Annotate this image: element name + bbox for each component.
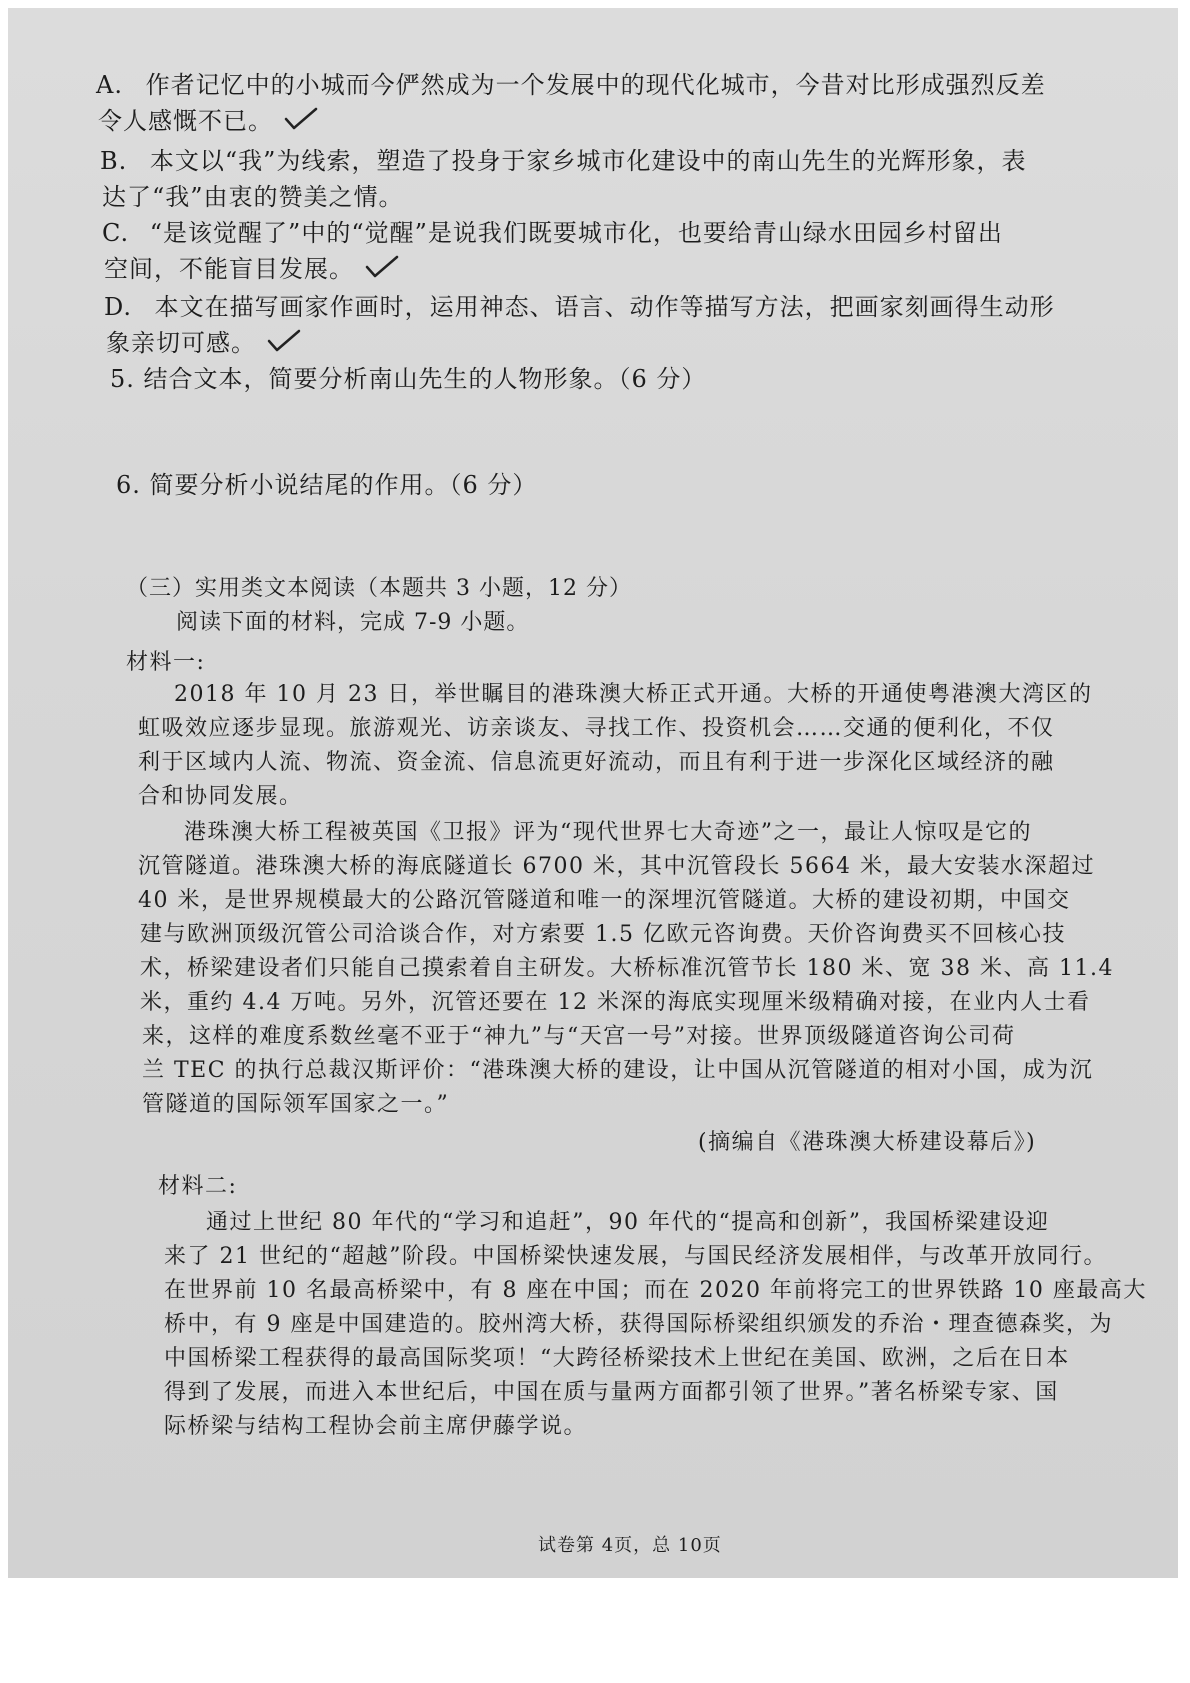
material-2-line: 际桥梁与结构工程协会前主席伊藤学说。 [164, 1414, 588, 1439]
question-5: 5. 结合文本，简要分析南山先生的人物形象。（6 分） [110, 365, 707, 393]
choice-d-text-2: 象亲切可感。 [106, 329, 256, 357]
choice-a-letter: A. [96, 71, 123, 99]
material-2-line: 来了 21 世纪的“超越”阶段。中国桥梁快速发展，与国民经济发展相伴，与改革开放同行。 [164, 1244, 1107, 1269]
material-2-line: 得到了发展，而进入本世纪后，中国在质与量两方面都引领了世界。”著名桥梁专家、国 [164, 1380, 1059, 1405]
material-1-line: 港珠澳大桥工程被英国《卫报》评为“现代世界七大奇迹”之一，最让人惊叹是它的 [184, 820, 1032, 845]
material-2-label: 材料二: [158, 1174, 238, 1199]
material-2-line: 桥中，有 9 座是中国建造的。胶州湾大桥，获得国际桥梁组织颁发的乔治・理查德森奖，为 [164, 1312, 1113, 1337]
choice-a-text-1: 作者记忆中的小城而今俨然成为一个发展中的现代化城市，今昔对比形成强烈反差 [145, 71, 1046, 99]
checkmark-icon [365, 255, 399, 279]
material-2-line: 在世界前 10 名最高桥梁中，有 8 座在中国；而在 2020 年前将完工的世界铁路 10 座最高大 [164, 1278, 1147, 1303]
checkmark-icon [284, 107, 318, 131]
choice-c [102, 218, 1003, 248]
section-instruction: 阅读下面的材料，完成 7-9 小题。 [176, 610, 530, 635]
choice-c-letter: C. [102, 219, 130, 247]
choice-b-cont [102, 182, 404, 212]
material-1-line: 40 米，是世界规模最大的公路沉管隧道和唯一的深埋沉管隧道。大桥的建设初期，中国交 [138, 888, 1071, 913]
choice-d-letter: D. [104, 293, 133, 321]
material-1-line: 米，重约 4.4 万吨。另外，沉管还要在 12 米深的海底实现厘米级精确对接，在业内人士看 [140, 990, 1091, 1015]
material-1-line: 沉管隧道。港珠澳大桥的海底隧道长 6700 米，其中沉管段长 5664 米，最大安装水深超过 [138, 854, 1095, 879]
choice-a [96, 70, 1046, 100]
page-footer: 试卷第 4页，总 10页 [538, 1535, 722, 1556]
section-title: （三）实用类文本阅读（本题共 3 小题，12 分） [126, 576, 632, 601]
checkmark-icon [267, 329, 301, 353]
choice-c-text-2: 空间，不能盲目发展。 [104, 255, 354, 283]
choice-c-cont [104, 254, 399, 284]
choice-c-text-1: “是该觉醒了”中的“觉醒”是说我们既要城市化，也要给青山绿水田园乡村留出 [149, 219, 1003, 247]
material-1-line: 兰 TEC 的执行总裁汉斯评价：“港珠澳大桥的建设，让中国从沉管隧道的相对小国，成为沉 [142, 1058, 1094, 1083]
material-1-line: 虹吸效应逐步显现。旅游观光、访亲谈友、寻找工作、投资机会……交通的便利化，不仅 [138, 716, 1055, 741]
choice-d-cont [106, 328, 301, 358]
question-6: 6. 简要分析小说结尾的作用。（6 分） [116, 471, 538, 499]
material-1-line: 来，这样的难度系数丝毫不亚于“神九”与“天宫一号”对接。世界顶级隧道咨询公司荷 [142, 1024, 1016, 1049]
choice-d-text-1: 本文在描写画家作画时，运用神态、语言、动作等描写方法，把画家刻画得生动形 [154, 293, 1055, 321]
choice-b-text-1: 本文以“我”为线索，塑造了投身于家乡城市化建设中的南山先生的光辉形象，表 [149, 147, 1027, 175]
material-2-line: 通过上世纪 80 年代的“学习和追赶”，90 年代的“提高和创新”，我国桥梁建设迎 [206, 1210, 1050, 1235]
material-1-line: 2018 年 10 月 23 日，举世瞩目的港珠澳大桥正式开通。大桥的开通使粤港澳大湾区的 [174, 682, 1093, 707]
material-2-line: 中国桥梁工程获得的最高国际奖项！“大跨径桥梁技术上世纪在美国、欧洲，之后在日本 [164, 1346, 1070, 1371]
choice-b-letter: B. [100, 147, 128, 175]
material-1-line: 建与欧洲顶级沉管公司洽谈合作，对方索要 1.5 亿欧元咨询费。天价咨询费买不回核心技 [140, 922, 1066, 947]
material-1-line: 术，桥梁建设者们只能自己摸索着自主研发。大桥标准沉管节长 180 米、宽 38 米、高 11.4 [140, 956, 1114, 981]
choice-a-cont [98, 106, 318, 136]
material-1-line: 管隧道的国际领军国家之一。” [142, 1092, 450, 1117]
exam-page [8, 8, 1178, 1578]
choice-d [104, 292, 1055, 322]
material-1-label: 材料一: [126, 650, 206, 675]
material-1-line: 利于区域内人流、物流、资金流、信息流更好流动，而且有利于进一步深化区域经济的融 [138, 750, 1055, 775]
material-1-line: 合和协同发展。 [138, 784, 303, 809]
choice-a-text-2: 令人感慨不已。 [98, 107, 273, 135]
choice-b [100, 146, 1026, 176]
choice-b-text-2: 达了“我”由衷的赞美之情。 [102, 183, 404, 211]
material-1-source: (摘编自《港珠澳大桥建设幕后》) [698, 1130, 1037, 1155]
